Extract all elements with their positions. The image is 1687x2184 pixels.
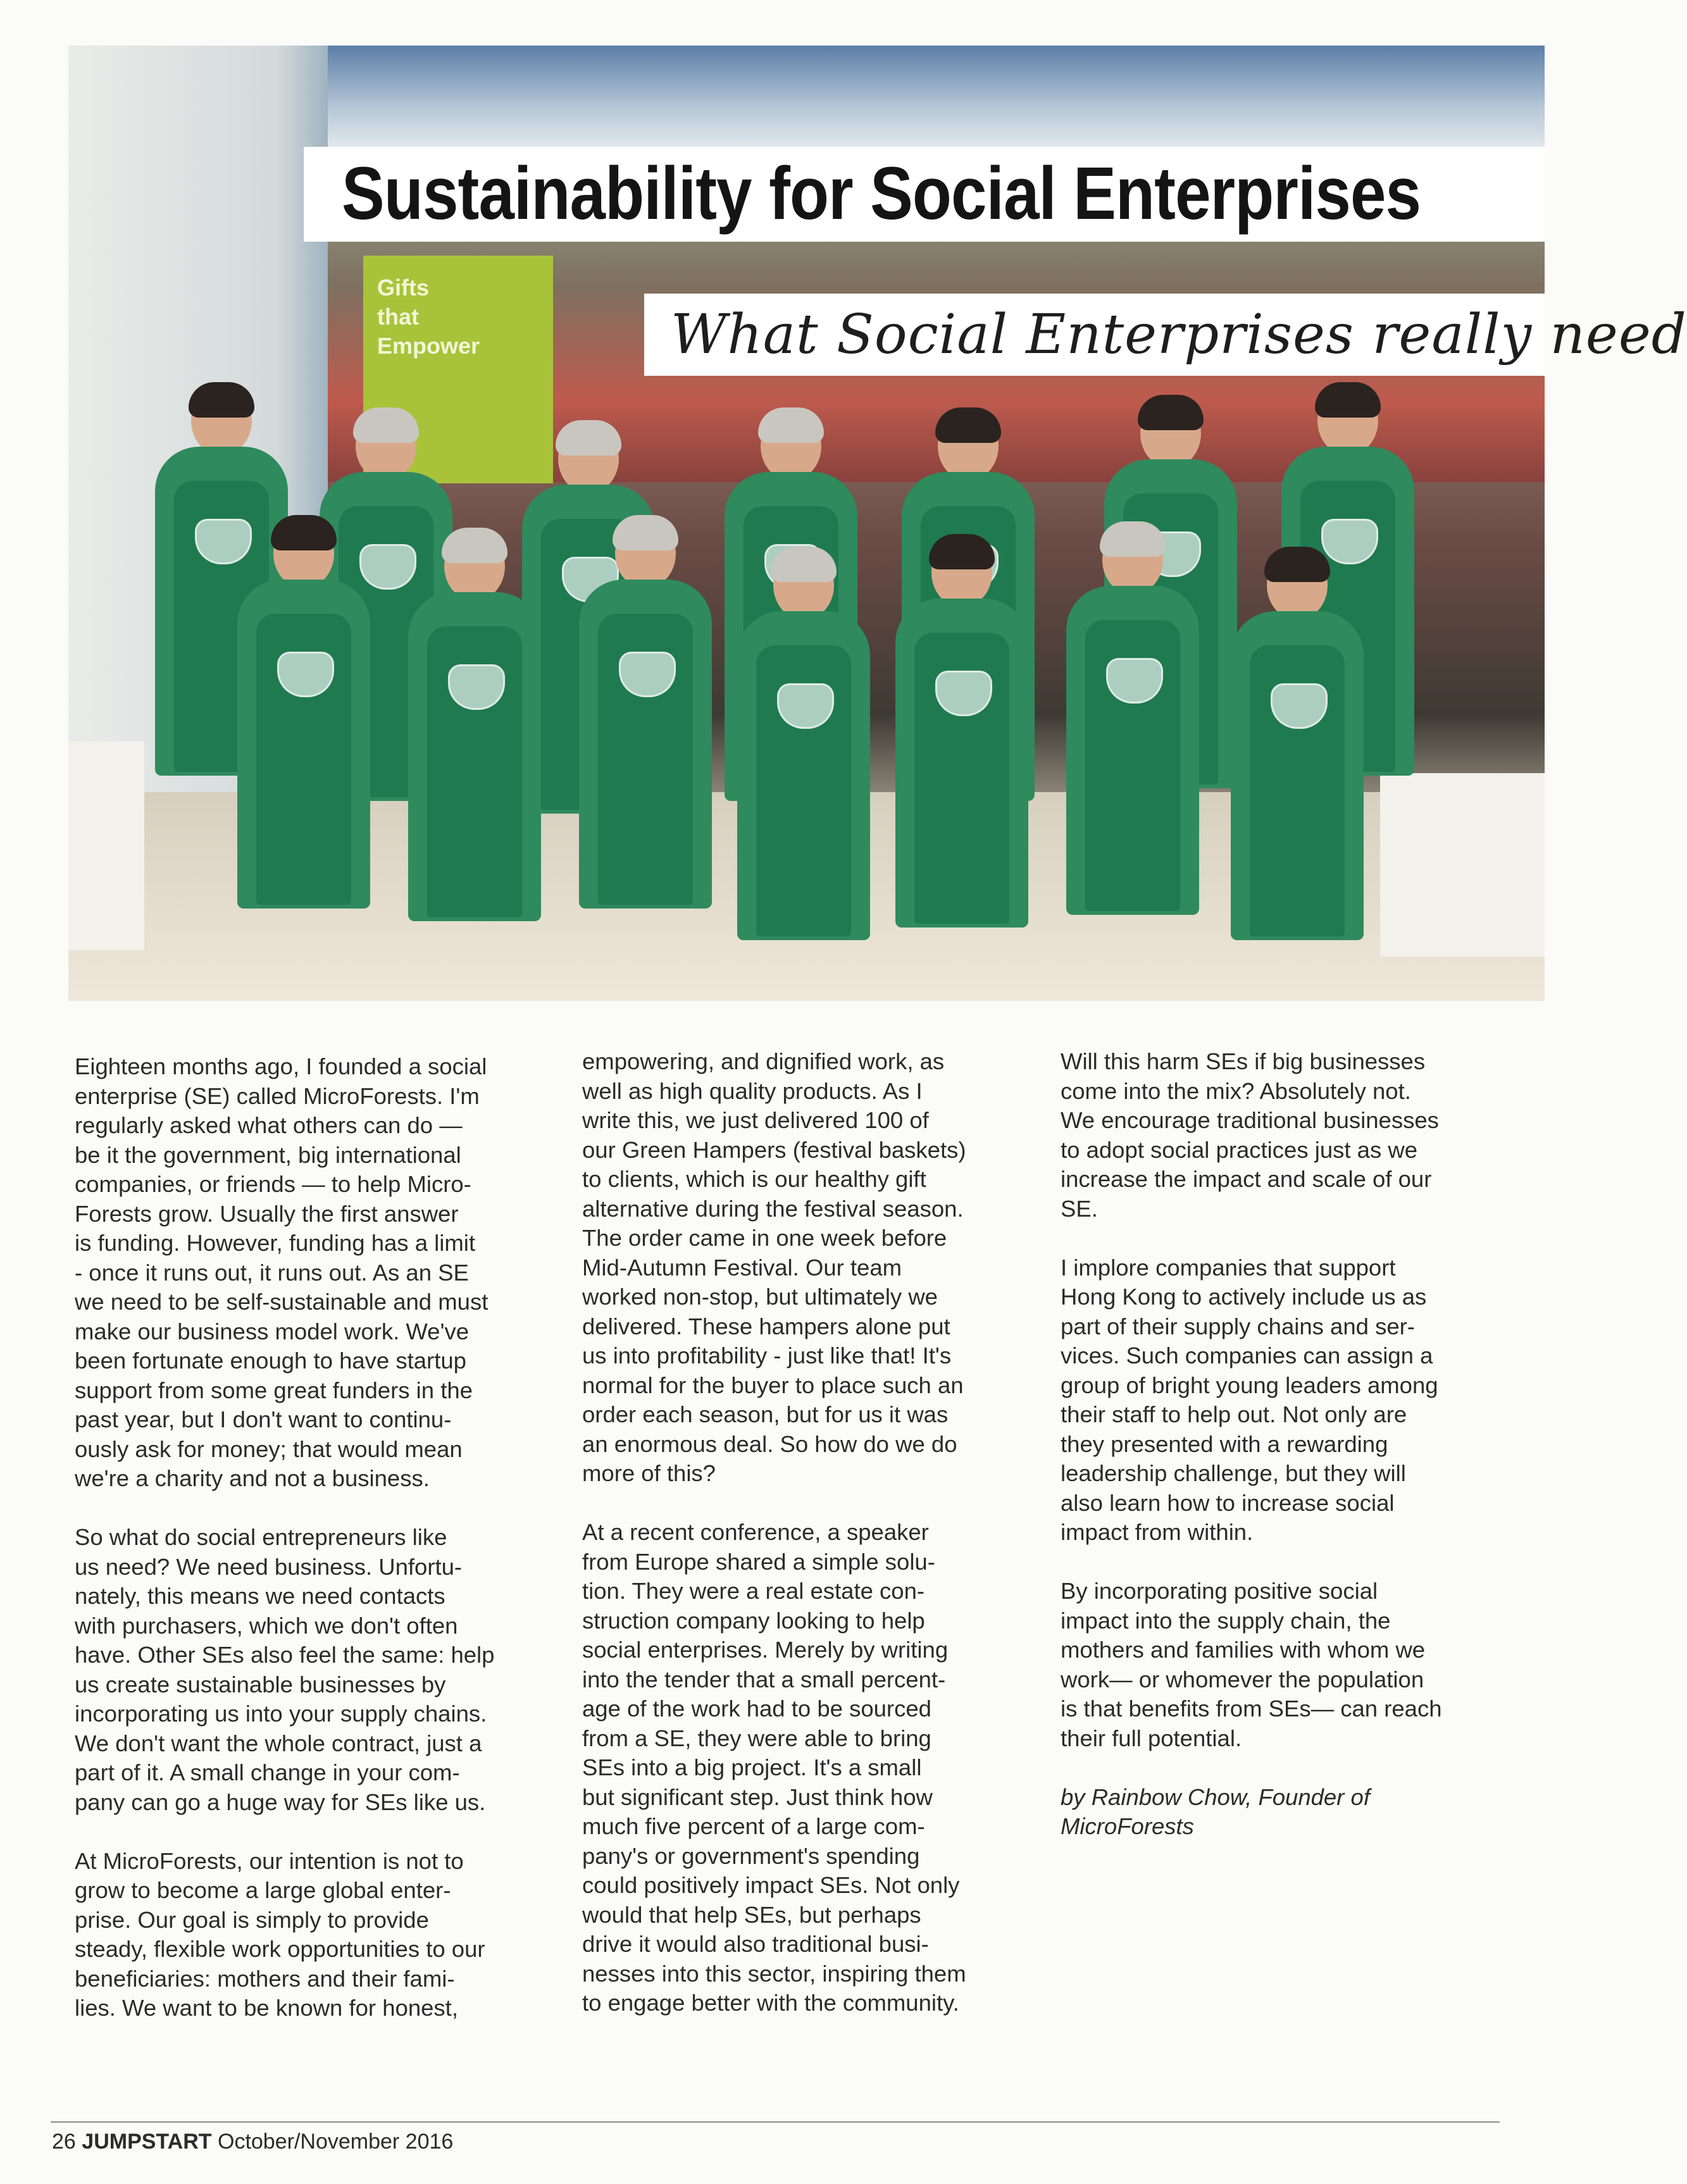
author-byline: by Rainbow Chow, Founder of MicroForests (1061, 1784, 1370, 1839)
article-subtitle: What Social Enterprises really need (671, 303, 1687, 366)
issue-date: October/November 2016 (218, 2130, 454, 2154)
paragraph: At MicroForests, our intention is not to grow to become a large global enter- prise. Our goal is simply to provide steady, flexible work opportunities to our beneficiaries: mothers and their fami- lies. We want to be known for honest, (75, 1847, 485, 2021)
banner-line: Gifts (377, 275, 430, 301)
footer-divider (51, 2121, 1500, 2123)
paragraph: Will this harm SEs if big businesses come into the mix? Absolutely not. We encourage traditional businesses to adopt social practices just as we increase the impact and scale of our SE. (1061, 1048, 1439, 1222)
paragraph: empowering, and dignified work, as well as high quality products. As I write this, we just delivered 100 of our Green Hampers (festival baskets) to clients, which is our healthy gift alternative during the festival season. The order came in one week before Mid-Autumn Festival. Our team worked non-stop, but ultimately we delivered. These hampers alone put us into profitability - just like that! It's normal for the buyer to place such an order each season, but for us it was an enormous deal. So how do we do more of this? (582, 1048, 966, 1486)
paragraph: I implore companies that support Hong Kong to actively include us as part of their supply chains and ser- vices. Such companies can assign a group of bright young leaders among their staff to help out. Not only are they presented with a rewarding leadership challenge, but they will also learn how to increase social impact from within. (1061, 1254, 1438, 1545)
banner-line: that (377, 304, 419, 330)
photo-people (108, 373, 1468, 943)
paragraph: At a recent conference, a speaker from Europe shared a simple solu- tion. They were a real estate con- struction company looking to help social enterprises. Merely by writing into the tender that a small percent- age of the work had to be sourced from a SE, they were able to bring SEs into a big project. It's a small but significant step. Just think how much five percent of a large com- pany's or government's spending could positively impact SEs. Not only would that help SEs, but perhaps drive it would also traditional busi- nesses into this sector, inspiring them to engage better with the community. (582, 1519, 966, 2016)
article-column-1 (75, 1052, 530, 2052)
magazine-name: JUMPSTART (82, 2130, 212, 2154)
paragraph: By incorporating positive social impact into the supply chain, the mothers and families with whom we work— or whomever the population is that benefits from SEs— can reach their full potential. (1061, 1578, 1442, 1751)
article-title: Sustainability for Social Enterprises (342, 152, 1421, 235)
paragraph: Eighteen months ago, I founded a social enterprise (SE) called MicroForests. I'm regularly asked what others can do — be it the government, big international companies, or friends — to help Micro- Forests grow. Usually the first answer is funding. However, funding has a limit - once it runs out, it runs out. As an SE we need to be self-sustainable and must make our business model work. We've been fortunate enough to have startup support from some great funders in the past year, but I don't want to continu- ously ask for money; that would mean we're a charity and not a business. (75, 1053, 489, 1491)
article-column-2 (582, 1047, 1038, 2047)
article-column-3 (1061, 1047, 1516, 1871)
page-footer (52, 2128, 453, 2156)
paragraph: So what do social entrepreneurs like us need? We need business. Unfortu- nately, this means we need contacts with purchasers, which we don't often have. Other SEs also feel the same: help us create sustainable businesses by incorporating us into your supply chains. We don't want the whole contract, just a part of it. A small change in your com- pany can go a huge way for SEs like us. (75, 1524, 495, 1815)
banner-line: Empower (377, 333, 480, 359)
page-number: 26 (52, 2130, 76, 2154)
photo-sky-mural (328, 46, 1545, 153)
